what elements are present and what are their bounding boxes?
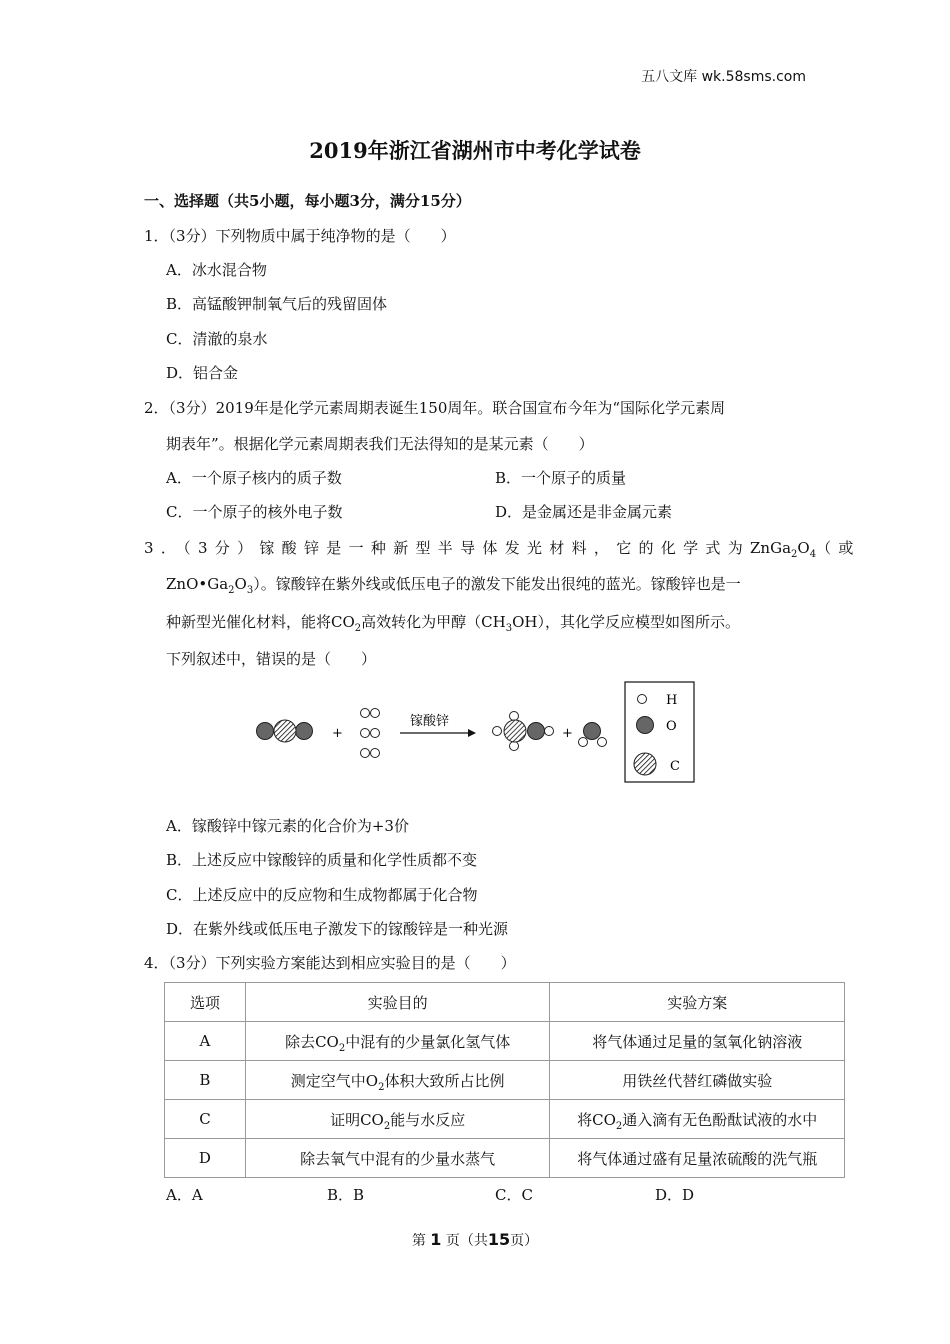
q3-sub: 2 xyxy=(228,585,235,596)
table-header-row xyxy=(165,983,845,1022)
plan-text-2: 通入滴有无色酚酞试液的水中 xyxy=(622,1110,818,1129)
section-heading: 一、选择题（共5小题，每小题3分，满分15分） xyxy=(144,192,471,210)
table-cell-option: D xyxy=(165,1139,246,1178)
q1-option-a: A．冰水混合物 xyxy=(166,261,267,279)
q1-option-b: B．高锰酸钾制氧气后的残留固体 xyxy=(166,295,388,313)
plus-sign-2: + xyxy=(562,726,573,741)
reaction-diagram xyxy=(0,680,950,790)
goal-text-2: 能与水反应 xyxy=(390,1110,466,1129)
table-cell-goal xyxy=(245,1022,550,1061)
footer-text: 页（共 xyxy=(445,1233,488,1249)
table-cell-goal xyxy=(245,1061,550,1100)
table-header: 选项 xyxy=(165,983,246,1022)
plan-text: 将CO xyxy=(577,1110,616,1129)
q3-sub: 2 xyxy=(791,549,798,560)
q3-sub: 3 xyxy=(505,623,513,634)
q1-option-c: C．清澈的泉水 xyxy=(166,330,268,348)
q3-l3-text: 种新型光催化材料，能将CO xyxy=(166,613,355,631)
q3-l2-formula: ZnO•Ga xyxy=(166,575,229,593)
methanol-molecule xyxy=(493,712,554,751)
q2-stem-line2: 期表年”。根据化学元素周期表我们无法得知的是某元素（ ） xyxy=(166,435,594,453)
co2-molecule xyxy=(257,720,313,742)
legend-o-label: O xyxy=(666,719,677,734)
goal-sub: 2 xyxy=(383,1120,391,1132)
legend-c-atom xyxy=(634,753,656,775)
table-row xyxy=(165,1061,845,1100)
q3-l3-text3: OH），其化学反应模型如图所示。 xyxy=(512,613,740,631)
q3-stem-line1 xyxy=(144,537,861,560)
legend-o-atom xyxy=(637,717,654,734)
goal-text: 除去氧气中混有的少量水蒸气 xyxy=(300,1149,496,1168)
q4-stem: 4．（3分）下列实验方案能达到相应实验目的是（ ） xyxy=(144,954,516,972)
q3-l1-end: （或 xyxy=(816,539,861,557)
q3-l1-text: 3．（3分）镓酸锌是一种新型半导体发光材料，它的化学式为 xyxy=(144,539,750,557)
table-cell-goal xyxy=(245,1139,550,1178)
page-total: 15 xyxy=(487,1230,511,1249)
q2-stem-line1: 2．（3分）2019年是化学元素周期表诞生150周年。联合国宣布今年为“国际化学元素周 xyxy=(144,399,726,417)
legend-h-label: H xyxy=(666,693,678,708)
q2-option-b: B．一个原子的质量 xyxy=(495,469,627,487)
plus-sign: + xyxy=(332,726,343,741)
plan-text: 用铁丝代替红磷做实验 xyxy=(622,1071,773,1090)
page-title: 2019年浙江省湖州市中考化学试卷 xyxy=(309,138,641,163)
table-header: 实验方案 xyxy=(550,983,845,1022)
q3-stem-line4: 下列叙述中，错误的是（ ） xyxy=(166,650,377,668)
q3-l2-o: O xyxy=(234,575,247,593)
q3-l2-text: ）。镓酸锌在紫外线或低压电子的激发下能发出很纯的蓝光。镓酸锌也是一 xyxy=(253,575,741,593)
catalyst-label: 镓酸锌 xyxy=(410,714,450,729)
q3-sub: 3 xyxy=(246,585,254,596)
q3-option-d: D．在紫外线或低压电子激发下的镓酸锌是一种光源 xyxy=(166,920,509,938)
plan-sub: 2 xyxy=(615,1120,623,1132)
legend-h-atom xyxy=(638,695,647,704)
q3-option-c: C．上述反应中的反应物和生成物都属于化合物 xyxy=(166,886,478,904)
goal-text: 证明CO xyxy=(330,1110,384,1129)
water-molecule xyxy=(579,723,607,747)
goal-text-2: 中混有的少量氯化氢气体 xyxy=(345,1032,511,1051)
table-cell-plan xyxy=(550,1139,845,1178)
table-row xyxy=(165,1022,845,1061)
table-cell-plan xyxy=(550,1061,845,1100)
footer-text: 第 xyxy=(411,1233,426,1249)
q3-option-a: A．镓酸锌中镓元素的化合价为+3价 xyxy=(166,817,409,835)
q3-sub: 2 xyxy=(354,623,362,634)
plan-text: 将气体通过盛有足量浓硫酸的洗气瓶 xyxy=(577,1149,818,1168)
goal-sub: 2 xyxy=(378,1081,385,1093)
watermark: 五八文库 wk.58sms.com xyxy=(641,69,806,85)
h2-molecules xyxy=(361,709,380,758)
q4-option-c: C．C xyxy=(495,1186,533,1204)
q4-option-d: D．D xyxy=(655,1186,695,1204)
q4-option-b: B．B xyxy=(327,1186,365,1204)
table-row xyxy=(165,1100,845,1139)
experiment-table xyxy=(164,982,845,1178)
goal-sub: 2 xyxy=(338,1042,346,1054)
q3-stem-line3 xyxy=(166,611,740,632)
goal-text-2: 体积大致所占比例 xyxy=(384,1071,505,1090)
table-cell-plan xyxy=(550,1022,845,1061)
q2-option-c: C．一个原子的核外电子数 xyxy=(166,503,343,521)
goal-text: 除去CO xyxy=(285,1032,339,1051)
reaction-arrow xyxy=(400,729,476,737)
table-header: 实验目的 xyxy=(245,983,550,1022)
q3-formula-o: O xyxy=(797,539,810,557)
q3-stem-line2 xyxy=(166,573,741,594)
footer-text: 页） xyxy=(510,1233,539,1249)
q3-formula: ZnGa xyxy=(750,539,792,557)
page-number: 1 xyxy=(430,1230,442,1249)
q3-option-b: B．上述反应中镓酸锌的质量和化学性质都不变 xyxy=(166,851,478,869)
table-cell-plan xyxy=(550,1100,845,1139)
q1-stem: 1．（3分）下列物质中属于纯净物的是（ ） xyxy=(144,227,456,245)
q4-option-a: A．A xyxy=(166,1186,203,1204)
goal-text: 测定空气中O xyxy=(290,1071,379,1090)
plan-text: 将气体通过足量的氢氧化钠溶液 xyxy=(592,1032,803,1051)
q2-option-d: D．是金属还是非金属元素 xyxy=(495,503,673,521)
q3-sub: 4 xyxy=(809,549,817,560)
page-footer xyxy=(0,1230,950,1250)
table-cell-goal xyxy=(245,1100,550,1139)
table-cell-option: C xyxy=(165,1100,246,1139)
q2-option-a: A．一个原子核内的质子数 xyxy=(166,469,342,487)
q3-l3-text2: 高效转化为甲醇（CH xyxy=(361,613,506,631)
table-cell-option: A xyxy=(165,1022,246,1061)
q1-option-d: D．铝合金 xyxy=(166,364,239,382)
diagram-legend xyxy=(625,682,694,782)
table-row xyxy=(165,1139,845,1178)
table-cell-option: B xyxy=(165,1061,246,1100)
legend-c-label: C xyxy=(670,759,680,774)
